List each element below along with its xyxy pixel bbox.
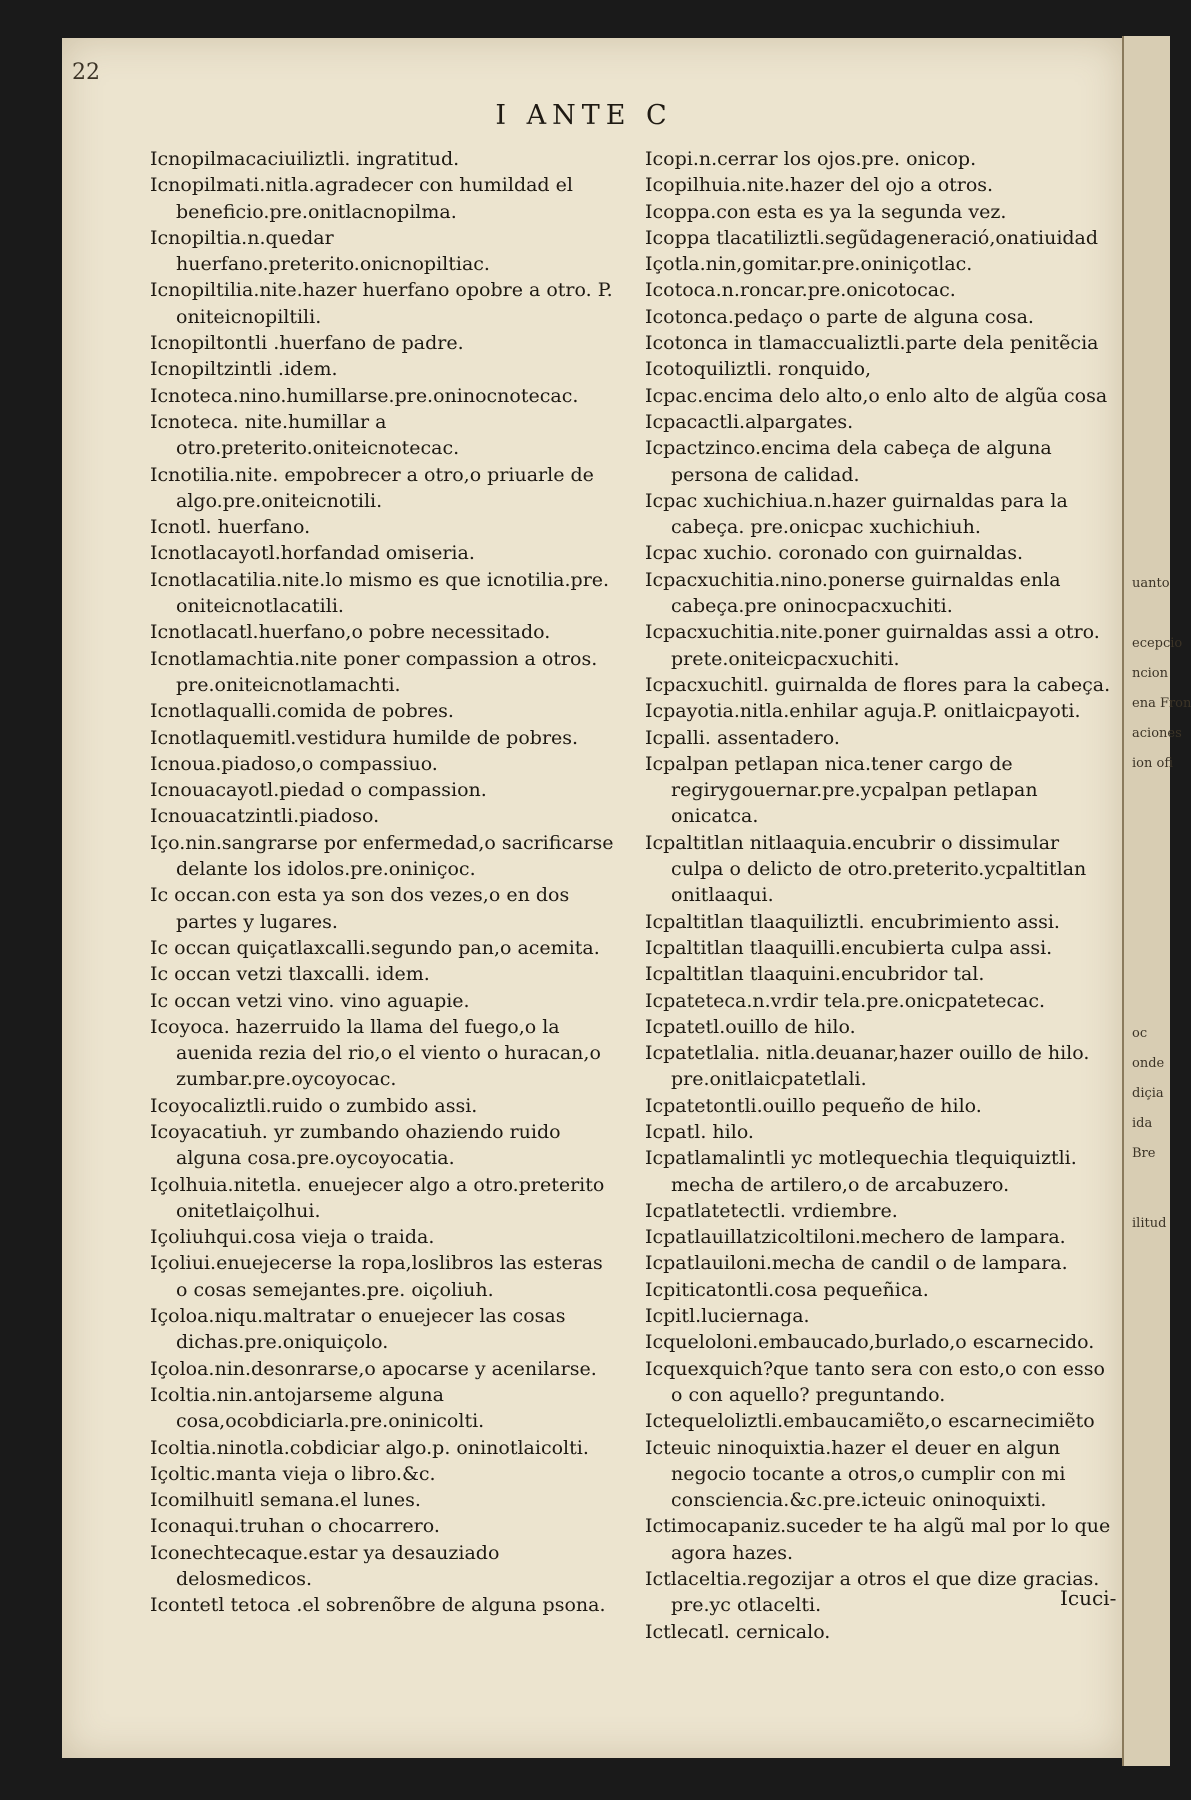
dictionary-entry: Icotoca.n.roncar.pre.onicotocac. [645,279,956,302]
facing-fragment: diçia [1132,1086,1164,1101]
dictionary-entry: Icnotlacatl.huerfano,o pobre necessitado. [150,621,551,644]
dictionary-entry: Içoloa.niqu.maltratar o enuejecer las cosas dichas.pre.oniquiçolo. [150,1305,566,1354]
dictionary-entry: Icopi.n.cerrar los ojos.pre. onicop. [645,148,977,170]
right-column [645,146,1115,1645]
dictionary-entry: Icnotilia.nite. empobrecer a otro,o priuarle de algo.pre.oniteicnotili. [150,463,594,512]
dictionary-entry: Icotonca in tlamaccualiztli.parte dela penitẽcia [645,332,1099,355]
dictionary-entry: Icpatetl.ouillo de hilo. [645,1015,856,1038]
facing-fragment: oc [1132,1026,1148,1041]
facing-fragment: uanto [1132,576,1170,591]
dictionary-entry: Icpatlauillatzicoltiloni.mechero de lampara. [645,1226,1066,1249]
dictionary-entry: Icnopiltilia.nite.hazer huerfano opobre a otro. P. oniteicnopiltili. [150,279,613,328]
margin-mark: 22 [72,60,100,85]
dictionary-entry: Içoliui.enuejecerse la ropa,loslibros las esteras o cosas semejantes.pre. oiçoliuh. [150,1252,603,1301]
dictionary-entry: Icpacxuchitl. guirnalda de flores para la cabeça. [645,673,1111,696]
dictionary-entry: Icpacxuchitia.nite.poner guirnaldas assi a otro. prete.oniteicpacxuchiti. [645,621,1100,670]
dictionary-entry: Icpatlauiloni.mecha de candil o de lampara. [645,1252,1068,1275]
dictionary-entry: Icpac.encima delo alto,o enlo alto de algũa cosa [645,384,1108,407]
dictionary-entry: Icpaltitlan tlaaquilli.encubierta culpa assi. [645,936,1053,959]
dictionary-entry: Icotonca.pedaço o parte de alguna cosa. [645,305,1034,328]
dictionary-entry: Icontetl tetoca .el sobrenõbre de alguna psona. [150,1594,606,1617]
dictionary-entry: Icpactzinco.encima dela cabeça de alguna persona de calidad. [645,437,1052,486]
dictionary-entry: Icquexquich?que tanto sera con esto,o con esso o con aquello? preguntando. [645,1357,1105,1406]
facing-fragment: ilitud [1132,1216,1167,1231]
facing-fragment: ena Fron [1132,696,1191,711]
dictionary-entry: Ic occan.con esta ya son dos vezes,o en dos partes y lugares. [150,884,570,933]
dictionary-entry: Icpitl.luciernaga. [645,1305,810,1328]
dictionary-entry: Icpateteca.n.vrdir tela.pre.onicpatetecac. [645,989,1046,1012]
dictionary-entry: Icpac xuchichiua.n.hazer guirnaldas para la cabeça. pre.onicpac xuchichiuh. [645,489,1068,539]
facing-fragment: onde [1132,1056,1165,1071]
dictionary-entry: Ictimocapaniz.suceder te ha algũ mal por lo que agora hazes. [645,1515,1111,1564]
dictionary-entry: Içoloa.nin.desonrarse,o apocarse y acenilarse. [150,1357,597,1380]
dictionary-entry: Icnoteca.nino.humillarse.pre.oninocnotecac. [150,384,579,407]
dictionary-entry: Icpacxuchitia.nino.ponerse guirnaldas enla cabeça.pre oninocpacxuchiti. [645,568,1061,618]
facing-fragment: ecepcio [1132,636,1183,651]
dictionary-entry: Icnotlaqualli.comida de pobres. [150,700,454,723]
dictionary-entry: Icpaltitlan nitlaaquia.encubrir o dissimular culpa o delicto de otro.preterito.ycpaltitlan onitlaaqui. [645,831,1087,907]
dictionary-entry: Icnotlacatilia.nite.lo mismo es que icnotilia.pre. oniteicnotlacatili. [150,568,610,618]
dictionary-entry: Icnotlamachtia.nite poner compassion a otros. pre.oniteicnotlamachti. [150,647,598,696]
dictionary-entry: Icoyocaliztli.ruido o zumbido assi. [150,1094,478,1117]
dictionary-entry: Icteuic ninoquixtia.hazer el deuer en algun negocio tocante a otros,o cumplir con mi consciencia.&c.pre.icteuic oninoquixti. [645,1436,1066,1512]
dictionary-entry: Içoltic.manta vieja o libro.&c. [150,1462,436,1485]
dictionary-entry: Icoltia.ninotla.cobdiciar algo.p. oninotlaicolti. [150,1436,589,1459]
dictionary-entry: Iço.nin.sangrarse por enfermedad,o sacrificarse delante los idolos.pre.oniniçoc. [150,831,614,881]
dictionary-entry: Içotla.nin,gomitar.pre.oniniçotlac. [645,253,973,276]
dictionary-entry: Icpayotia.nitla.enhilar aguja.P. onitlaicpayoti. [645,700,1081,723]
dictionary-entry: Icoppa.con esta es ya la segunda vez. [645,200,1007,223]
dictionary-entry: Icnopiltia.n.quedar huerfano.preterito.onicnopiltiac. [150,226,490,276]
facing-fragment: ion ofi [1132,756,1173,771]
facing-fragment: Bre [1132,1146,1156,1161]
dictionary-entry: Icpalpan petlapan nica.tener cargo de regirygouernar.pre.ycpalpan petlapan onicatca. [645,752,1038,828]
dictionary-entry: Icotoquiliztli. ronquido, [645,358,872,381]
dictionary-entry: Icopilhuia.nite.hazer del ojo a otros. [645,174,994,197]
dictionary-entry: Icoyacatiuh. yr zumbando ohaziendo ruido alguna cosa.pre.oycoyocatia. [150,1120,561,1170]
dictionary-entry: Icpaltitlan tlaaquini.encubridor tal. [645,963,985,986]
dictionary-entry: Icnoua.piadoso,o compassiuo. [150,752,438,775]
dictionary-entry: Ic occan quiçatlaxcalli.segundo pan,o acemita. [150,936,600,959]
running-head: I ANTE C [495,100,673,131]
dictionary-entry: Icpacactli.alpargates. [645,410,854,433]
dictionary-entry: Icnotlacayotl.horfandad omiseria. [150,542,475,565]
dictionary-entry: Icpalli. assentadero. [645,726,840,749]
facing-fragment: ncion [1132,666,1169,681]
dictionary-entry: Iconechtecaque.estar ya desauziado delosmedicos. [150,1541,500,1591]
dictionary-entry: Ictlaceltia.regozijar a otros el que dize gracias. pre.yc otlacelti. [645,1568,1100,1617]
dictionary-entry: Icnopiltontli .huerfano de padre. [150,332,464,355]
dictionary-entry: Icoltia.nin.antojarseme alguna cosa,ocobdiciarla.pre.oninicolti. [150,1383,485,1433]
dictionary-entry: Içolhuia.nitetla. enuejecer algo a otro.preterito onitetlaiçolhui. [150,1173,605,1222]
dictionary-entry: Icnopilmacaciuiliztli. ingratitud. [150,148,460,170]
dictionary-entry: Icpatetlalia. nitla.deuanar,hazer ouillo de hilo. pre.onitlaicpatetlali. [645,1042,1090,1091]
dictionary-entry: Ic occan vetzi tlaxcalli. idem. [150,963,430,986]
left-column [150,146,620,1619]
dictionary-entry: Icpatlatetectli. vrdiembre. [645,1199,898,1222]
dictionary-entry: Icpatetontli.ouillo pequeño de hilo. [645,1094,982,1117]
catchword: Icuci- [1060,1586,1117,1610]
dictionary-entry: Icpac xuchio. coronado con guirnaldas. [645,542,1024,565]
dictionary-entry: Icomilhuitl semana.el lunes. [150,1489,421,1512]
dictionary-entry: Icnopilmati.nitla.agradecer con humildad el beneficio.pre.onitlacnopilma. [150,174,573,223]
dictionary-entry: Icpatl. hilo. [645,1120,754,1143]
dictionary-entry: Icnouacatzintli.piadoso. [150,805,380,828]
dictionary-entry: Icpiticatontli.cosa pequeñica. [645,1278,929,1301]
dictionary-entry: Içoliuhqui.cosa vieja o traida. [150,1226,435,1249]
dictionary-entry: Icnotl. huerfano. [150,516,311,539]
dictionary-entry: Icoyoca. hazerruido la llama del fuego,o la auenida rezia del rio,o el viento o huracan,o zumbar.pre.oycoyocac. [150,1015,601,1091]
dictionary-entry: Ictequeloliztli.embaucamiẽto,o escarnecimiẽto [645,1410,1095,1433]
dictionary-entry: Ictlecatl. cernicalo. [645,1620,831,1643]
dictionary-entry: Icnoteca. nite.humillar a otro.preterito.oniteicnotecac. [150,410,460,460]
dictionary-entry: Icpaltitlan tlaaquiliztli. encubrimiento assi. [645,910,1060,933]
dictionary-entry: Icoppa tlacatiliztli.segũdageneració,onatiuidad [645,226,1099,249]
dictionary-entry: Icnouacayotl.piedad o compassion. [150,779,487,802]
facing-fragment: ida [1132,1116,1153,1131]
dictionary-entry: Icnotlaquemitl.vestidura humilde de pobres. [150,726,579,749]
dictionary-entry: Icqueloloni.embaucado,burlado,o escarnecido. [645,1331,1095,1354]
dictionary-entry: Icpatlamalintli yc motlequechia tlequiquiztli. mecha de artilero,o de arcabuzero. [645,1147,1077,1196]
dictionary-entry: Iconaqui.truhan o chocarrero. [150,1515,440,1538]
facing-page-edge [1122,36,1191,1766]
facing-fragment: aciones [1132,726,1182,741]
dictionary-entry: Icnopiltzintli .idem. [150,358,338,381]
dictionary-entry: Ic occan vetzi vino. vino aguapie. [150,989,470,1012]
